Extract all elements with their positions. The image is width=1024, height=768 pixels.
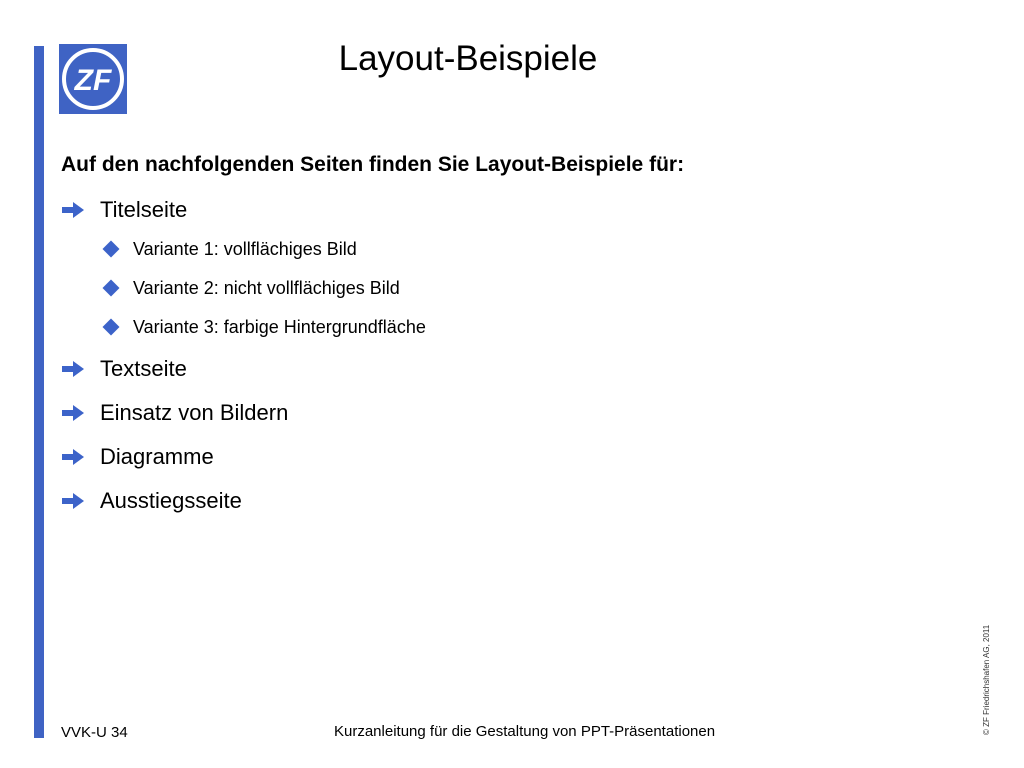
arrow-right-icon	[61, 492, 85, 510]
sub-list-item	[100, 276, 941, 300]
arrow-right-icon	[61, 201, 85, 219]
sub-list-item-label: Variante 2: nicht vollflächiges Bild	[133, 278, 400, 298]
list-item	[61, 354, 941, 383]
intro-text: Auf den nachfolgenden Seiten finden Sie Layout-Beispiele für:	[61, 153, 685, 176]
slide-content	[61, 150, 941, 530]
list-item-label: Diagramme	[100, 444, 214, 469]
list-item-label: Titelseite	[100, 197, 188, 222]
arrow-right-icon	[61, 404, 85, 422]
footer-document-title: Kurzanleitung für die Gestaltung von PPT-Präsentationen	[334, 723, 716, 740]
list-item-label: Textseite	[100, 356, 187, 381]
diamond-bullet-icon	[103, 241, 120, 258]
list-item-label: Ausstiegsseite	[100, 488, 242, 513]
list-item	[61, 398, 941, 427]
accent-bar	[34, 46, 44, 738]
arrow-right-icon	[61, 360, 85, 378]
diamond-bullet-icon	[103, 319, 120, 336]
slide-title: Layout-Beispiele	[338, 39, 598, 78]
sub-list-item	[100, 237, 941, 261]
list-item	[61, 195, 941, 224]
sub-list-item	[100, 315, 941, 339]
list-item	[61, 486, 941, 515]
list-item	[61, 442, 941, 471]
logo-text: ZF	[74, 64, 112, 97]
arrow-right-icon	[61, 448, 85, 466]
diamond-bullet-icon	[103, 280, 120, 297]
copyright-notice: © ZF Friedrichshafen AG, 2011	[982, 624, 991, 735]
list-item-label: Einsatz von Bildern	[100, 400, 289, 425]
footer-slide-code: VVK-U 34	[61, 724, 128, 741]
sub-list-item-label: Variante 1: vollflächiges Bild	[133, 239, 357, 259]
sub-list-item-label: Variante 3: farbige Hintergrundfläche	[133, 317, 426, 337]
